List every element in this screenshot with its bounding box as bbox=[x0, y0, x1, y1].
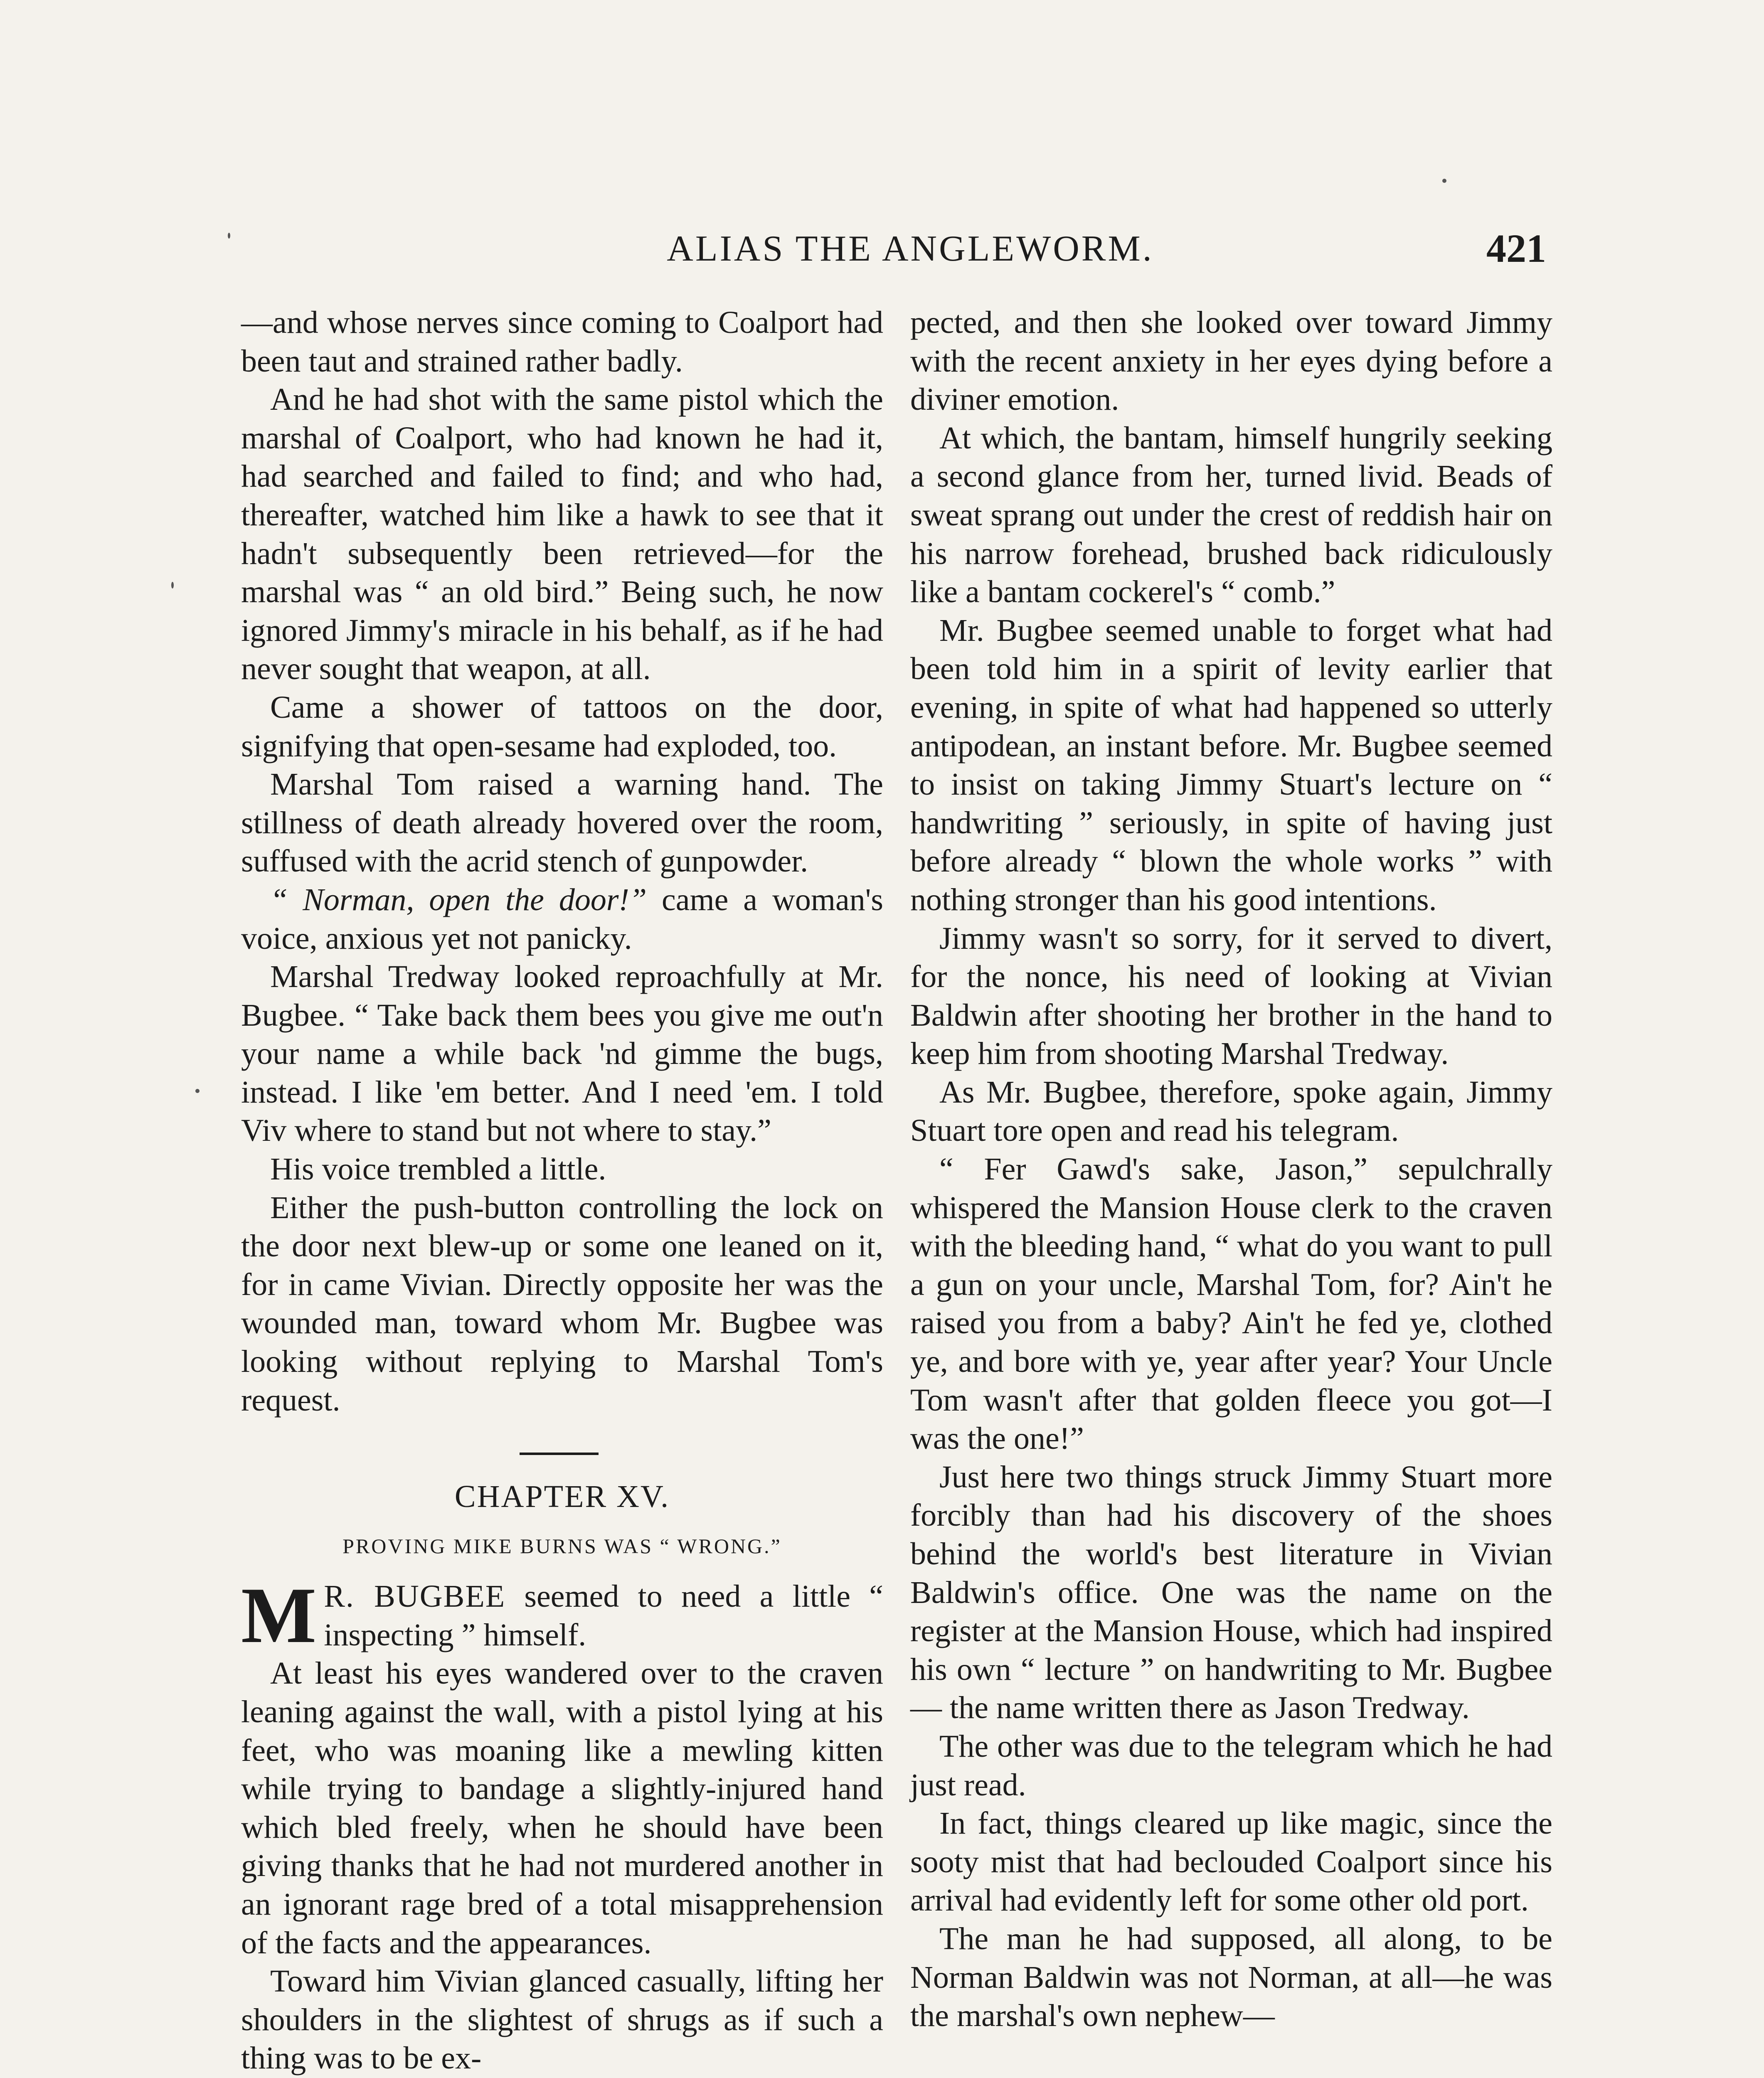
paragraph: His voice trembled a little. bbox=[270, 1152, 606, 1187]
paragraph: Mr. Bugbee seemed unable to forget what had been told him in a spirit of levity earlier that evening, in spite of what had happened so utterly antipodean, an instant before. Mr. Bugbee seemed to insist on taking Jimmy Stuart's lecture on “ handwriting ” seriously, in spite of having just before already “ blown the whole works ” with nothing stronger than his good intentions. bbox=[910, 613, 1552, 917]
left-column bbox=[241, 303, 883, 2078]
paragraph bbox=[241, 881, 883, 958]
print-speck bbox=[171, 582, 174, 588]
italic-dialogue: “ Norman, open the door!” bbox=[270, 882, 647, 917]
paragraph: Jimmy wasn't so sorry, for it served to divert, for the nonce, his need of looking at Vivian Baldwin after shooting her brother in the hand to keep him from shooting Marshal Tredway. bbox=[910, 921, 1552, 1071]
paragraph: Came a shower of tattoos on the door, signifying that open-sesame had exploded, too. bbox=[241, 689, 883, 763]
page-number: 421 bbox=[1486, 226, 1546, 271]
paragraph: The other was due to the telegram which he had just read. bbox=[910, 1728, 1552, 1802]
right-column bbox=[910, 303, 1552, 2035]
paragraph: “ Fer Gawd's sake, Jason,” sepulchrally whispered the Mansion House clerk to the craven with the bleeding hand, “ what do you want to pull a gun on your uncle, Marshal Tom, for? Ain't he raised you from a baby? Ain't he fed ye, clothed ye, and bore with ye, year after year? Your Uncle Tom wasn't after that golden fleece you got—I was the one!” bbox=[910, 1152, 1552, 1456]
divider-rule bbox=[520, 1453, 599, 1455]
print-speck bbox=[195, 1089, 200, 1093]
running-title: ALIAS THE ANGLEWORM. bbox=[667, 229, 1154, 269]
print-speck bbox=[1442, 179, 1446, 183]
chapter-subtitle: PROVING MIKE BURNS WAS “ WRONG.” bbox=[342, 1534, 782, 1558]
paragraph: At which, the bantam, himself hungrily seeking a second glance from her, turned livid. Beads of sweat sprang out under the crest of reddish hair on his narrow forehead, brushed back ridiculously like a bantam cockerel's “ comb.” bbox=[910, 420, 1552, 610]
drop-cap: M bbox=[241, 1571, 317, 1660]
dialogue-attribution: came a woman's voice, anxious yet not panicky. bbox=[241, 882, 884, 956]
running-head bbox=[0, 228, 1764, 282]
paragraph: Just here two things struck Jimmy Stuart more forcibly than had his discovery of the shoes behind the world's best literature in Vivian Baldwin's office. One was the name on the register at the Mansion House, which had inspired his own “ lecture ” on handwriting to Mr. Bugbee — the name written there as Jason Tredway. bbox=[910, 1459, 1552, 1726]
print-speck bbox=[228, 233, 230, 239]
opening-text: seemed to need a little “ inspecting ” himself. bbox=[324, 1579, 883, 1652]
paragraph: And he had shot with the same pistol which the marshal of Coalport, who had known he had it, had searched and failed to find; and who had, thereafter, watched him like a hawk to see that it hadn't subsequently been retrieved—for the marshal was “ an old bird.” Being such, he now ignored Jimmy's miracle in his behalf, as if he had never sought that weapon, at all. bbox=[241, 382, 883, 687]
paragraph: Marshal Tom raised a warning hand. The stillness of death already hovered over the room, suffused with the acrid stench of gunpowder. bbox=[241, 767, 883, 879]
paragraph: —and whose nerves since coming to Coalport had been taut and strained rather badly. bbox=[241, 305, 883, 379]
paragraph: In fact, things cleared up like magic, since the sooty mist that had beclouded Coalport since his arrival had evidently left for some other old port. bbox=[910, 1806, 1552, 1918]
paragraph: The man he had supposed, all along, to be Norman Baldwin was not Norman, at all—he was the marshal's own nephew— bbox=[910, 1921, 1552, 2034]
chapter-opening-paragraph bbox=[241, 1571, 883, 1660]
chapter-heading: CHAPTER XV. bbox=[454, 1479, 670, 1514]
opening-words: R. BUGBEE bbox=[324, 1579, 506, 1614]
paragraph: pected, and then she looked over toward Jimmy with the recent anxiety in her eyes dying before a diviner emotion. bbox=[910, 305, 1552, 417]
paragraph: As Mr. Bugbee, therefore, spoke again, Jimmy Stuart tore open and read his telegram. bbox=[910, 1074, 1552, 1148]
paragraph: At least his eyes wandered over to the craven leaning against the wall, with a pistol lying at his feet, who was moaning like a mewling kitten while trying to bandage a slightly-injured hand which bled freely, when he should have been giving thanks that he had not murdered another in an ignorant rage bred of a total misapprehension of the facts and the appearances. bbox=[241, 1656, 883, 1960]
section-divider bbox=[241, 1419, 883, 1477]
paragraph: Marshal Tredway looked reproachfully at Mr. Bugbee. “ Take back them bees you give me out'n your name a while back 'nd gimme the bugs, instead. I like 'em better. And I need 'em. I told Viv where to stand but not where to stay.” bbox=[241, 959, 883, 1148]
paragraph: Either the push-button controlling the lock on the door next blew-up or some one leaned on it, for in came Vivian. Directly opposite her was the wounded man, toward whom Mr. Bugbee was looking without replying to Marshal Tom's request. bbox=[241, 1190, 883, 1418]
paragraph: Toward him Vivian glanced casually, lifting her shoulders in the slightest of shrugs as if such a thing was to be ex- bbox=[241, 1964, 883, 2076]
